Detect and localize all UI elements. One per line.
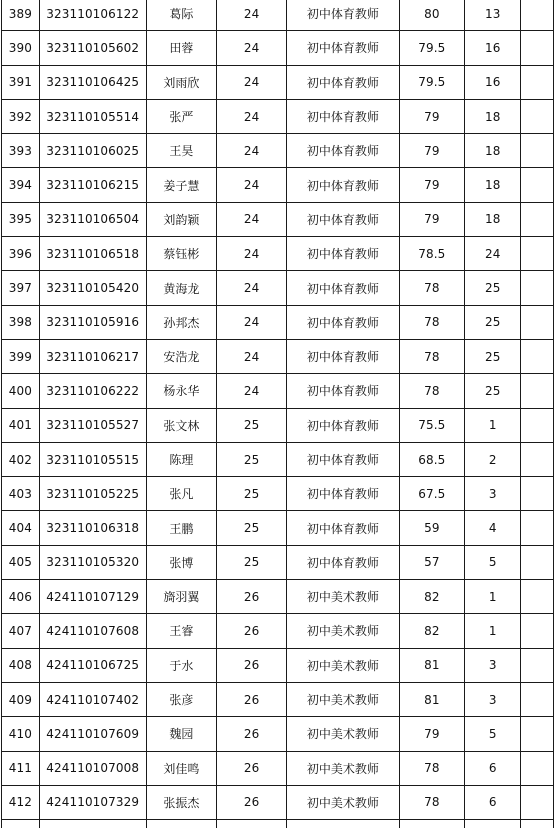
cell-name: 张凡 — [146, 477, 216, 511]
cell-position-code: 26 — [217, 682, 287, 716]
cell-exam-id: 323110105527 — [39, 408, 146, 442]
cell-subject: 初中美术教师 — [287, 785, 399, 819]
cell-exam-id: 323110106222 — [39, 374, 146, 408]
cell-score: 79 — [399, 168, 464, 202]
cell-exam-id: 323110106215 — [39, 168, 146, 202]
cell-name: 张彦 — [146, 682, 216, 716]
cell-score: 78 — [399, 785, 464, 819]
cell-note — [521, 408, 554, 442]
cell-position-code: 25 — [217, 408, 287, 442]
cell-score: 78.5 — [399, 237, 464, 271]
cell-seq: 399 — [2, 339, 40, 373]
cell-note — [521, 511, 554, 545]
cell-name: 安浩龙 — [146, 339, 216, 373]
cell-note — [521, 442, 554, 476]
cell-note — [521, 31, 554, 65]
cell-note — [521, 477, 554, 511]
cell-rank: 6 — [465, 785, 521, 819]
cell-rank: 5 — [465, 545, 521, 579]
cell-score: 67.5 — [399, 477, 464, 511]
cell-exam-id: 323110106504 — [39, 202, 146, 236]
cell-name: 旖羽翼 — [146, 580, 216, 614]
cell-score: 79 — [399, 134, 464, 168]
cell-position-code: 25 — [217, 442, 287, 476]
cell-subject: 初中体育教师 — [287, 374, 399, 408]
cell-name: 张文林 — [146, 408, 216, 442]
cell-rank: 18 — [465, 99, 521, 133]
cell-rank: 25 — [465, 339, 521, 373]
cell-subject: 初中美术教师 — [287, 751, 399, 785]
cell-position-code: 26 — [217, 580, 287, 614]
cell-rank: 5 — [465, 717, 521, 751]
cell-score: 68.5 — [399, 442, 464, 476]
cell-position-code: 26 — [217, 717, 287, 751]
cell-note — [521, 785, 554, 819]
cell-exam-id: 424110107129 — [39, 580, 146, 614]
cell-exam-id: 424110107008 — [39, 751, 146, 785]
table-row — [2, 99, 554, 133]
cell-score: 78 — [399, 751, 464, 785]
table-row — [2, 408, 554, 442]
cell-position-code: 24 — [217, 305, 287, 339]
cell-note — [521, 614, 554, 648]
cell-seq: 389 — [2, 0, 40, 31]
table-row — [2, 785, 554, 819]
cell-rank: 18 — [465, 168, 521, 202]
cell-exam-id: 424110106725 — [39, 648, 146, 682]
table-row — [2, 31, 554, 65]
cell-rank: 18 — [465, 134, 521, 168]
cell-seq: 390 — [2, 31, 40, 65]
cell-score: 78 — [399, 374, 464, 408]
cell-subject: 初中体育教师 — [287, 237, 399, 271]
cell-score: 79 — [399, 717, 464, 751]
cell-subject: 初中美术教师 — [287, 580, 399, 614]
cell-exam-id: 323110105320 — [39, 545, 146, 579]
cell-rank: 1 — [465, 580, 521, 614]
table-body — [2, 0, 554, 828]
table-row — [2, 820, 554, 828]
table-row — [2, 134, 554, 168]
cell-position-code: 25 — [217, 477, 287, 511]
cell-position-code — [217, 820, 287, 828]
cell-seq: 397 — [2, 271, 40, 305]
cell-position-code: 24 — [217, 202, 287, 236]
cell-seq: 395 — [2, 202, 40, 236]
cell-subject: 初中美术教师 — [287, 682, 399, 716]
cell-name: 田蓉 — [146, 31, 216, 65]
cell-score: 79 — [399, 202, 464, 236]
cell-exam-id: 323110106122 — [39, 0, 146, 31]
table-row — [2, 237, 554, 271]
cell-note — [521, 99, 554, 133]
cell-position-code: 25 — [217, 545, 287, 579]
cell-seq — [2, 820, 40, 828]
cell-name: 刘韵颖 — [146, 202, 216, 236]
table-row — [2, 511, 554, 545]
cell-note — [521, 65, 554, 99]
cell-exam-id: 323110106025 — [39, 134, 146, 168]
cell-exam-id: 323110106217 — [39, 339, 146, 373]
cell-position-code: 24 — [217, 271, 287, 305]
cell-exam-id: 424110107608 — [39, 614, 146, 648]
cell-name: 蔡钰彬 — [146, 237, 216, 271]
cell-name: 黄海龙 — [146, 271, 216, 305]
cell-exam-id: 424110107609 — [39, 717, 146, 751]
cell-position-code: 24 — [217, 31, 287, 65]
cell-subject: 初中美术教师 — [287, 614, 399, 648]
cell-note — [521, 820, 554, 828]
cell-score: 57 — [399, 545, 464, 579]
cell-rank — [465, 820, 521, 828]
cell-note — [521, 134, 554, 168]
table-row — [2, 751, 554, 785]
cell-rank: 1 — [465, 408, 521, 442]
cell-rank: 2 — [465, 442, 521, 476]
cell-subject: 初中美术教师 — [287, 717, 399, 751]
cell-seq: 403 — [2, 477, 40, 511]
cell-note — [521, 717, 554, 751]
cell-name: 葛际 — [146, 0, 216, 31]
cell-subject: 初中美术教师 — [287, 648, 399, 682]
cell-rank: 13 — [465, 0, 521, 31]
cell-name: 王鹏 — [146, 511, 216, 545]
cell-name: 于水 — [146, 648, 216, 682]
cell-subject: 初中体育教师 — [287, 477, 399, 511]
cell-rank: 16 — [465, 65, 521, 99]
score-table — [1, 0, 554, 828]
cell-seq: 405 — [2, 545, 40, 579]
cell-exam-id: 323110106518 — [39, 237, 146, 271]
cell-seq: 394 — [2, 168, 40, 202]
cell-exam-id — [39, 820, 146, 828]
cell-score: 75.5 — [399, 408, 464, 442]
cell-score: 78 — [399, 305, 464, 339]
cell-score: 78 — [399, 339, 464, 373]
cell-score: 82 — [399, 614, 464, 648]
cell-note — [521, 339, 554, 373]
cell-score: 82 — [399, 580, 464, 614]
cell-exam-id: 323110105420 — [39, 271, 146, 305]
cell-score: 81 — [399, 682, 464, 716]
cell-position-code: 24 — [217, 134, 287, 168]
cell-position-code: 26 — [217, 648, 287, 682]
table-row — [2, 477, 554, 511]
cell-rank: 16 — [465, 31, 521, 65]
cell-subject: 初中体育教师 — [287, 545, 399, 579]
cell-subject — [287, 820, 399, 828]
cell-seq: 411 — [2, 751, 40, 785]
cell-name: 刘雨欣 — [146, 65, 216, 99]
cell-exam-id: 323110105602 — [39, 31, 146, 65]
cell-name: 王昊 — [146, 134, 216, 168]
table-row — [2, 339, 554, 373]
cell-subject: 初中体育教师 — [287, 168, 399, 202]
table-row — [2, 168, 554, 202]
cell-name: 陈理 — [146, 442, 216, 476]
cell-position-code: 24 — [217, 339, 287, 373]
cell-seq: 409 — [2, 682, 40, 716]
table-row — [2, 202, 554, 236]
table-row — [2, 682, 554, 716]
cell-exam-id: 323110105514 — [39, 99, 146, 133]
cell-name: 张严 — [146, 99, 216, 133]
cell-seq: 404 — [2, 511, 40, 545]
cell-rank: 4 — [465, 511, 521, 545]
cell-seq: 396 — [2, 237, 40, 271]
cell-note — [521, 305, 554, 339]
table-row — [2, 580, 554, 614]
cell-seq: 398 — [2, 305, 40, 339]
cell-subject: 初中体育教师 — [287, 305, 399, 339]
table-row — [2, 614, 554, 648]
table-row — [2, 545, 554, 579]
table-row — [2, 442, 554, 476]
cell-seq: 407 — [2, 614, 40, 648]
cell-seq: 392 — [2, 99, 40, 133]
cell-name: 刘佳鸣 — [146, 751, 216, 785]
cell-position-code: 24 — [217, 99, 287, 133]
cell-position-code: 26 — [217, 785, 287, 819]
cell-position-code: 24 — [217, 65, 287, 99]
cell-subject: 初中体育教师 — [287, 134, 399, 168]
table-row — [2, 648, 554, 682]
table-row — [2, 65, 554, 99]
table-row — [2, 0, 554, 31]
cell-name: 魏园 — [146, 717, 216, 751]
cell-note — [521, 682, 554, 716]
cell-rank: 25 — [465, 271, 521, 305]
cell-subject: 初中体育教师 — [287, 31, 399, 65]
cell-position-code: 26 — [217, 751, 287, 785]
cell-exam-id: 323110105916 — [39, 305, 146, 339]
cell-name: 杨永华 — [146, 374, 216, 408]
cell-subject: 初中体育教师 — [287, 65, 399, 99]
cell-name: 姜子慧 — [146, 168, 216, 202]
cell-score: 81 — [399, 648, 464, 682]
cell-score: 79 — [399, 99, 464, 133]
cell-exam-id: 424110107329 — [39, 785, 146, 819]
cell-score: 79.5 — [399, 65, 464, 99]
cell-seq: 410 — [2, 717, 40, 751]
cell-seq: 400 — [2, 374, 40, 408]
table-row — [2, 305, 554, 339]
cell-note — [521, 648, 554, 682]
table-row — [2, 271, 554, 305]
cell-position-code: 24 — [217, 237, 287, 271]
cell-rank: 3 — [465, 477, 521, 511]
cell-subject: 初中体育教师 — [287, 442, 399, 476]
cell-rank: 3 — [465, 648, 521, 682]
cell-subject: 初中体育教师 — [287, 0, 399, 31]
cell-seq: 412 — [2, 785, 40, 819]
cell-position-code: 26 — [217, 614, 287, 648]
cell-note — [521, 374, 554, 408]
cell-subject: 初中体育教师 — [287, 271, 399, 305]
cell-name — [146, 820, 216, 828]
cell-score: 59 — [399, 511, 464, 545]
cell-score — [399, 820, 464, 828]
cell-position-code: 24 — [217, 0, 287, 31]
cell-seq: 408 — [2, 648, 40, 682]
cell-rank: 3 — [465, 682, 521, 716]
cell-exam-id: 323110105515 — [39, 442, 146, 476]
cell-rank: 24 — [465, 237, 521, 271]
cell-rank: 25 — [465, 305, 521, 339]
cell-subject: 初中体育教师 — [287, 511, 399, 545]
cell-score: 79.5 — [399, 31, 464, 65]
table-row — [2, 374, 554, 408]
cell-seq: 393 — [2, 134, 40, 168]
cell-rank: 25 — [465, 374, 521, 408]
cell-note — [521, 751, 554, 785]
cell-note — [521, 0, 554, 31]
cell-exam-id: 323110105225 — [39, 477, 146, 511]
cell-position-code: 24 — [217, 374, 287, 408]
cell-rank: 6 — [465, 751, 521, 785]
cell-name: 王睿 — [146, 614, 216, 648]
table-row — [2, 717, 554, 751]
cell-exam-id: 323110106318 — [39, 511, 146, 545]
cell-note — [521, 545, 554, 579]
cell-note — [521, 237, 554, 271]
cell-note — [521, 168, 554, 202]
cell-note — [521, 271, 554, 305]
cell-seq: 406 — [2, 580, 40, 614]
cell-note — [521, 580, 554, 614]
cell-seq: 402 — [2, 442, 40, 476]
cell-rank: 1 — [465, 614, 521, 648]
cell-name: 张博 — [146, 545, 216, 579]
cell-subject: 初中体育教师 — [287, 202, 399, 236]
cell-subject: 初中体育教师 — [287, 339, 399, 373]
cell-subject: 初中体育教师 — [287, 99, 399, 133]
cell-note — [521, 202, 554, 236]
cell-score: 80 — [399, 0, 464, 31]
cell-exam-id: 424110107402 — [39, 682, 146, 716]
cell-subject: 初中体育教师 — [287, 408, 399, 442]
cell-name: 张振杰 — [146, 785, 216, 819]
cell-rank: 18 — [465, 202, 521, 236]
cell-score: 78 — [399, 271, 464, 305]
cell-position-code: 24 — [217, 168, 287, 202]
cell-name: 孙邦杰 — [146, 305, 216, 339]
cell-seq: 391 — [2, 65, 40, 99]
cell-exam-id: 323110106425 — [39, 65, 146, 99]
cell-seq: 401 — [2, 408, 40, 442]
cell-position-code: 25 — [217, 511, 287, 545]
